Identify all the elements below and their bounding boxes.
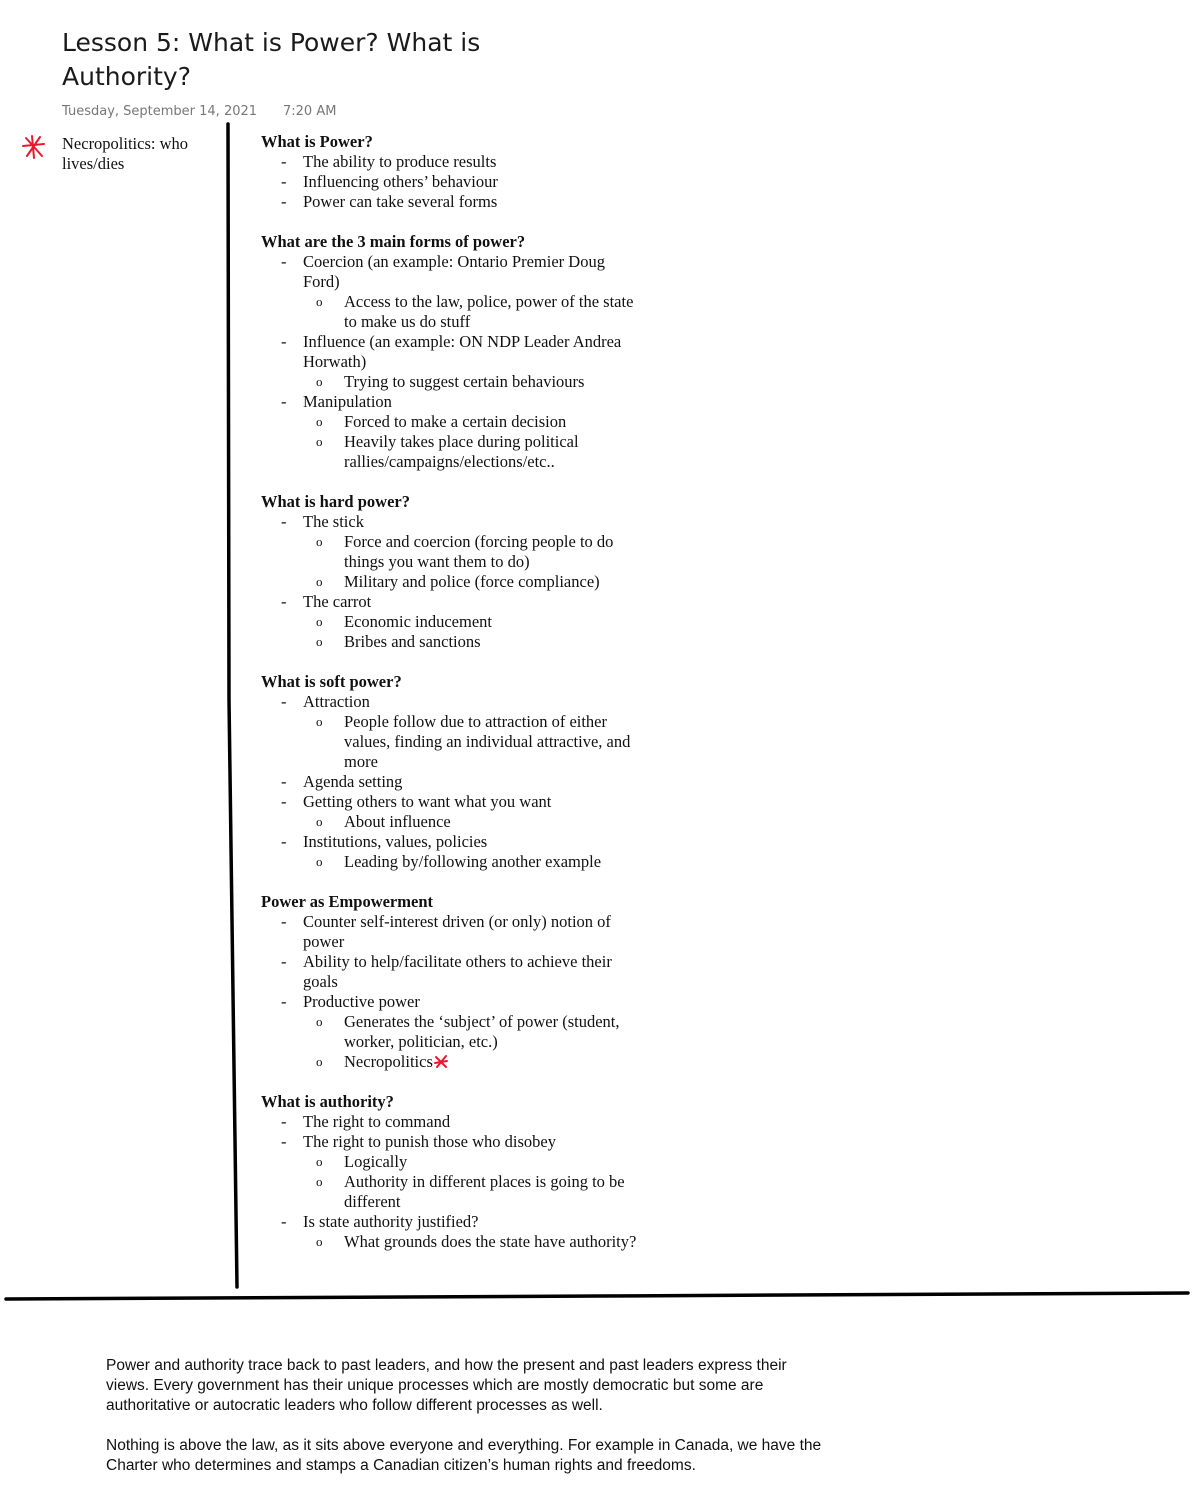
sub-bullet-item <box>261 712 641 772</box>
sub-bullet-item <box>261 572 641 592</box>
sub-bullet-text: Force and coercion (forcing people to do things you want them to do) <box>344 532 614 571</box>
bullet-text: Power can take several forms <box>303 192 498 211</box>
circle-marker: o <box>316 1054 323 1069</box>
sub-bullet-text: Logically <box>344 1152 408 1171</box>
circle-marker: o <box>316 1174 323 1189</box>
circle-marker: o <box>316 714 323 729</box>
section-heading: What is hard power? <box>261 492 410 511</box>
bullet-text: Counter self-interest driven (or only) notion of power <box>303 912 611 951</box>
bullet-text: Influence (an example: ON NDP Leader Andrea Horwath) <box>303 332 622 371</box>
notes-section <box>261 1092 641 1252</box>
dash-marker: - <box>281 692 287 711</box>
bullet-text: The carrot <box>303 592 372 611</box>
horizontal-divider <box>6 1293 1188 1299</box>
dash-marker: - <box>281 332 287 351</box>
bullet-item <box>261 172 641 192</box>
dash-marker: - <box>281 772 287 791</box>
vertical-divider <box>228 124 237 1287</box>
bullet-item <box>261 1132 641 1152</box>
section-heading: What is soft power? <box>261 672 402 691</box>
bullet-text: The right to punish those who disobey <box>303 1132 556 1151</box>
notes-section <box>261 492 641 652</box>
notes-section <box>261 132 641 212</box>
dash-marker: - <box>281 592 287 611</box>
sub-bullet-item <box>261 1052 641 1072</box>
red-star-icon <box>433 1054 449 1070</box>
circle-marker: o <box>316 434 323 449</box>
bullet-item <box>261 192 641 212</box>
sub-bullet-text: Leading by/following another example <box>344 852 602 871</box>
sub-bullet-text: Authority in different places is going to be different <box>344 1172 625 1211</box>
sub-bullet-item <box>261 1232 641 1252</box>
sub-bullet-text: Forced to make a certain decision <box>344 412 567 431</box>
sub-bullet-item <box>261 632 641 652</box>
circle-marker: o <box>316 534 323 549</box>
circle-marker: o <box>316 614 323 629</box>
section-heading: What is Power? <box>261 132 373 151</box>
dash-marker: - <box>281 952 287 971</box>
bullet-item <box>261 152 641 172</box>
page-date: Tuesday, September 14, 2021 <box>62 104 258 119</box>
bullet-item <box>261 512 641 532</box>
dash-marker: - <box>281 832 287 851</box>
section-heading: Power as Empowerment <box>261 892 433 911</box>
sub-bullet-text: Economic inducement <box>344 612 492 631</box>
sub-bullet-item <box>261 1152 641 1172</box>
section-heading: What is authority? <box>261 1092 394 1111</box>
sub-bullet-text: What grounds does the state have authority? <box>344 1232 637 1251</box>
sub-bullet-text: Access to the law, police, power of the state to make us do stuff <box>344 292 634 331</box>
sub-bullet-item <box>261 532 641 572</box>
sub-bullet-text: About influence <box>344 812 451 831</box>
bullet-text: Productive power <box>303 992 420 1011</box>
sub-bullet-text: Heavily takes place during political rallies/campaigns/elections/etc.. <box>344 432 579 471</box>
dash-marker: - <box>281 252 287 271</box>
notes-section <box>261 892 641 1072</box>
dash-marker: - <box>281 792 287 811</box>
bullet-item <box>261 952 641 992</box>
bullet-text: Coercion (an example: Ontario Premier Doug Ford) <box>303 252 605 291</box>
sub-bullet-item <box>261 1172 641 1212</box>
bullet-text: The stick <box>303 512 364 531</box>
bullet-item <box>261 252 641 292</box>
circle-marker: o <box>316 414 323 429</box>
dash-marker: - <box>281 192 287 211</box>
bullet-text: The ability to produce results <box>303 152 497 171</box>
sub-bullet-item <box>261 372 641 392</box>
circle-marker: o <box>316 1014 323 1029</box>
circle-marker: o <box>316 854 323 869</box>
bullet-item <box>261 992 641 1012</box>
sub-bullet-item <box>261 812 641 832</box>
circle-marker: o <box>316 574 323 589</box>
circle-marker: o <box>316 1234 323 1249</box>
section-heading: What are the 3 main forms of power? <box>261 232 526 251</box>
sub-bullet-item <box>261 612 641 632</box>
notes-section <box>261 672 641 872</box>
dash-marker: - <box>281 1132 287 1151</box>
bullet-item <box>261 912 641 952</box>
circle-marker: o <box>316 1154 323 1169</box>
circle-marker: o <box>316 814 323 829</box>
bullet-text: Attraction <box>303 692 370 711</box>
sub-bullet-text: Bribes and sanctions <box>344 632 481 651</box>
notes-body <box>261 132 641 1272</box>
summary-paragraph: Power and authority trace back to past leaders, and how the present and past leaders express their views. Every government has their unique processes which are mostly democratic but some are authoritative or autocratic leaders who follow different processes as well. <box>106 1357 787 1414</box>
dash-marker: - <box>281 992 287 1011</box>
sub-bullet-item <box>261 1012 641 1052</box>
bullet-item <box>261 772 641 792</box>
circle-marker: o <box>316 374 323 389</box>
bullet-item <box>261 1112 641 1132</box>
summary <box>106 1356 826 1496</box>
bullet-text: Manipulation <box>303 392 392 411</box>
sub-bullet-text: Trying to suggest certain behaviours <box>344 372 585 391</box>
bullet-text: Institutions, values, policies <box>303 832 488 851</box>
bullet-text: Agenda setting <box>303 772 403 791</box>
bullet-text: The right to command <box>303 1112 451 1131</box>
sub-bullet-text: Generates the ‘subject’ of power (student, worker, politician, etc.) <box>344 1012 620 1051</box>
page-time: 7:20 AM <box>283 104 337 119</box>
bullet-item <box>261 832 641 852</box>
bullet-item <box>261 332 641 372</box>
bullet-item <box>261 692 641 712</box>
dash-marker: - <box>281 1112 287 1131</box>
bullet-item <box>261 1212 641 1232</box>
bullet-text: Getting others to want what you want <box>303 792 552 811</box>
bullet-text: Influencing others’ behaviour <box>303 172 498 191</box>
dash-marker: - <box>281 392 287 411</box>
sub-bullet-item <box>261 412 641 432</box>
circle-marker: o <box>316 634 323 649</box>
bullet-item <box>261 392 641 412</box>
summary-paragraph: Nothing is above the law, as it sits above everyone and everything. For example in Canada, we have the Charter who determines and stamps a Canadian citizen’s human rights and freedoms. <box>106 1437 822 1474</box>
dash-marker: - <box>281 1212 287 1231</box>
dash-marker: - <box>281 912 287 931</box>
dash-marker: - <box>281 152 287 171</box>
sub-bullet-item <box>261 852 641 872</box>
bullet-text: Is state authority justified? <box>303 1212 479 1231</box>
sub-bullet-text: Necropolitics <box>344 1052 433 1071</box>
sub-bullet-text: Military and police (force compliance) <box>344 572 600 591</box>
sub-bullet-item <box>261 432 641 472</box>
page-title: Lesson 5: What is Power? What is Authority? <box>62 28 481 91</box>
cue-note: Necropolitics: who lives/dies <box>62 134 189 173</box>
sub-bullet-item <box>261 292 641 332</box>
bullet-text: Ability to help/facilitate others to achieve their goals <box>303 952 612 991</box>
notes-section <box>261 232 641 472</box>
sub-bullet-text: People follow due to attraction of either values, finding an individual attractive, and more <box>344 712 631 771</box>
bullet-item <box>261 592 641 612</box>
bullet-item <box>261 792 641 812</box>
dash-marker: - <box>281 512 287 531</box>
dash-marker: - <box>281 172 287 191</box>
circle-marker: o <box>316 294 323 309</box>
